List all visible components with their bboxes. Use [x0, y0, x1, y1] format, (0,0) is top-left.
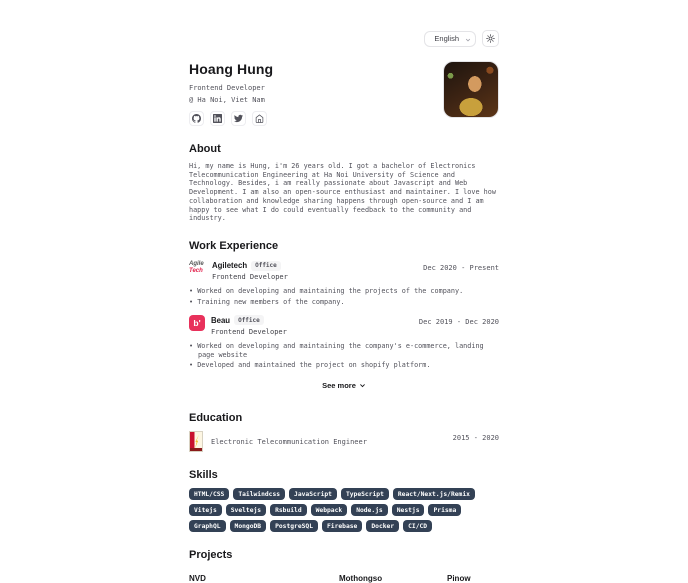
skill-badge: HTML/CSS — [189, 488, 229, 500]
education-section — [189, 412, 499, 452]
work-item-agiletech — [189, 261, 499, 306]
about-title: About — [189, 143, 221, 155]
project-title[interactable]: NVD — [189, 574, 206, 583]
skill-badge: PostgreSQL — [270, 520, 318, 532]
social-links — [189, 111, 273, 126]
profile-role: Frontend Developer — [189, 84, 265, 92]
skills-title: Skills — [189, 469, 218, 482]
work-item-meta — [212, 261, 288, 282]
work-item-header — [189, 261, 499, 282]
see-more-label: See more — [322, 381, 356, 391]
skill-badge: TypeScript — [341, 488, 389, 500]
work-item-meta — [211, 315, 287, 336]
job-bullet: • Worked on developing and maintaining the projects of the company. — [189, 287, 499, 296]
job-bullets — [189, 342, 499, 370]
language-select-value: English — [434, 34, 459, 43]
skill-badge: Rsbuild — [270, 504, 307, 516]
about-body: Hi, my name is Hung, i'm 26 years old. I got a bachelor of Electronics Telecommunication Engineering at Ha Noi University of Science and Technology. Besides, i am really passionate about Javascript and Web Development. I am also an open-source enthusiast and maintainer. I love how collaboration and knowledge sharing happens through open-source and I am happy to see what I do could eventually feedback to the community and industry. — [189, 162, 496, 223]
profile-photo — [443, 61, 499, 118]
profile-info — [189, 61, 273, 126]
language-select[interactable] — [424, 31, 476, 47]
agiletech-logo — [189, 261, 206, 277]
profile-location: @ Ha Noi, Viet Nam — [189, 96, 265, 104]
agiletech-logo-text-top: Agile — [189, 260, 204, 267]
projects-title: Projects — [189, 549, 233, 562]
skill-badge: Firebase — [322, 520, 362, 532]
job-period: Dec 2019 - Dec 2020 — [418, 318, 499, 327]
chevron-down-icon — [359, 382, 366, 389]
project-title[interactable]: Mothongso — [339, 574, 383, 583]
linkedin-icon — [213, 114, 222, 123]
work-item-header — [189, 315, 499, 336]
employment-type-badge: Office — [251, 261, 281, 271]
skill-badge: CI/CD — [403, 520, 432, 532]
work-item-beau — [189, 315, 499, 369]
skill-badge: GraphQL — [189, 520, 226, 532]
skill-badge: Vitejs — [189, 504, 222, 516]
skill-badge: Node.js — [351, 504, 388, 516]
skill-badge: Sveltejs — [226, 504, 266, 516]
skill-badge: MongoDB — [230, 520, 267, 532]
education-item — [189, 431, 499, 452]
twitter-link[interactable] — [231, 111, 246, 126]
skills-section — [189, 469, 499, 532]
profile-name: Hoang Hung — [189, 61, 274, 77]
see-more-button[interactable] — [189, 380, 499, 391]
work-section — [189, 240, 499, 392]
skill-badge: Tailwindcss — [233, 488, 285, 500]
theme-toggle-button[interactable] — [482, 30, 499, 47]
beau-logo-text: b' — [193, 318, 201, 329]
topbar — [189, 30, 499, 47]
university-crest-icon — [189, 431, 203, 452]
project-title[interactable]: Pinow — [447, 574, 471, 583]
home-icon — [255, 114, 264, 123]
education-period: 2015 - 2020 — [452, 434, 499, 443]
job-role: Frontend Developer — [211, 327, 287, 336]
company-name[interactable]: Agiletech — [212, 261, 248, 271]
education-degree: Electronic Telecommunication Engineer — [211, 437, 367, 446]
company-name[interactable]: Beau — [211, 315, 231, 325]
projects-grid — [189, 574, 499, 583]
skill-badge: JavaScript — [289, 488, 337, 500]
chevron-down-icon — [465, 37, 471, 43]
skill-badge: Docker — [366, 520, 399, 532]
page-container — [189, 0, 499, 583]
twitter-icon — [234, 114, 243, 123]
sun-icon — [486, 34, 495, 43]
skills-list — [189, 488, 499, 532]
education-title: Education — [189, 412, 243, 425]
employment-type-badge: Office — [234, 315, 264, 325]
agiletech-logo-text-bottom: Tech — [189, 267, 203, 274]
job-period: Dec 2020 - Present — [423, 263, 499, 272]
about-section — [189, 143, 499, 223]
website-link[interactable] — [252, 111, 267, 126]
skill-badge: Webpack — [311, 504, 348, 516]
job-bullet: • Training new members of the company. — [189, 298, 499, 307]
beau-logo — [189, 315, 205, 331]
github-icon — [192, 114, 201, 123]
skill-badge: React/Next.js/Remix — [393, 488, 475, 500]
job-bullets — [189, 287, 499, 306]
job-bullet: • Developed and maintained the project on shopify platform. — [189, 361, 499, 370]
linkedin-link[interactable] — [210, 111, 225, 126]
profile-header — [189, 61, 499, 126]
skill-badge: Nestjs — [392, 504, 425, 516]
skill-badge: Prisma — [428, 504, 461, 516]
job-bullet: • Worked on developing and maintaining the company's e-commerce, landing page website — [189, 342, 499, 359]
projects-section — [189, 549, 499, 583]
github-link[interactable] — [189, 111, 204, 126]
work-title: Work Experience — [189, 239, 279, 252]
job-role: Frontend Developer — [212, 273, 288, 282]
